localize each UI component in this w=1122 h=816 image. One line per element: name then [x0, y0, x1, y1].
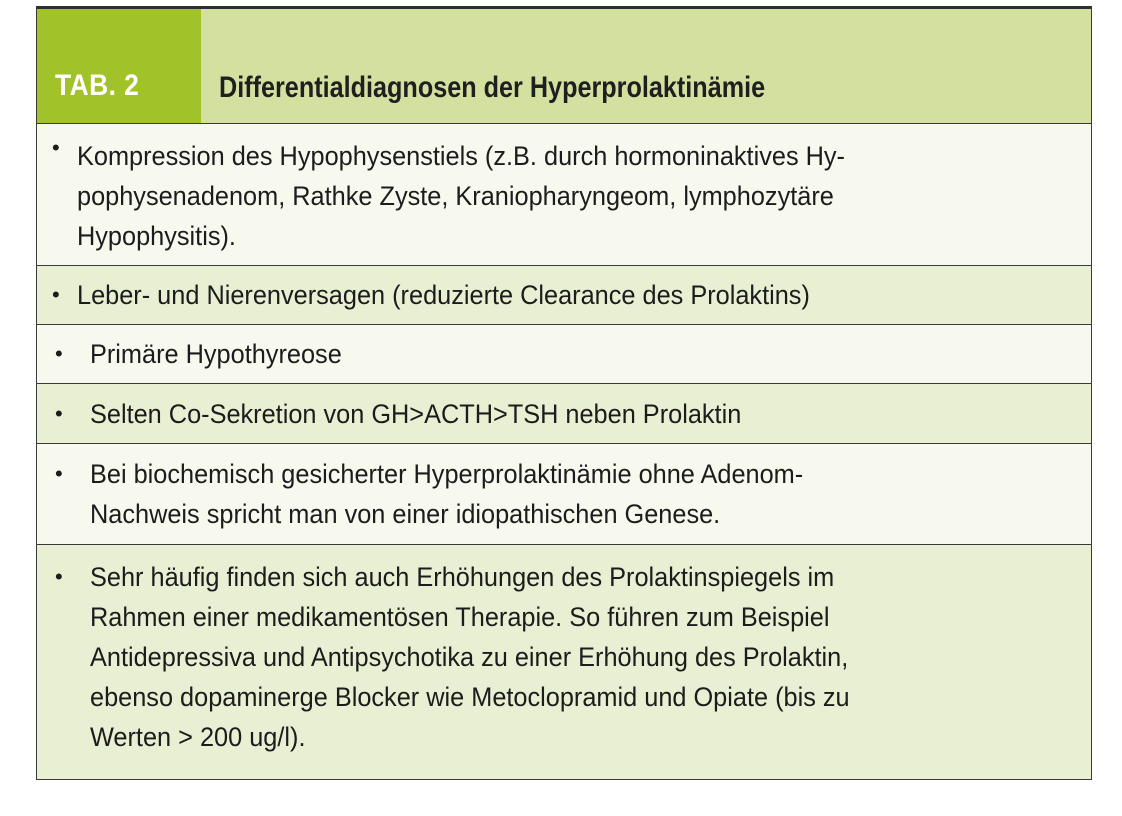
row-line: Kompression des Hypophysenstiels (z.B. durch hormoninaktives Hy-: [77, 141, 845, 171]
row-line: Antidepressiva und Antipsychotika zu einer Erhöhung des Prolaktin,: [90, 642, 849, 672]
row-line: ebenso dopaminerge Blocker wie Metoclopramid und Opiate (bis zu: [90, 682, 850, 712]
table-number: TAB. 2: [55, 69, 140, 102]
table-row: [37, 384, 1091, 444]
row-text: [90, 454, 803, 534]
bullet-icon: •: [55, 341, 63, 366]
row-line: pophysenadenom, Rathke Zyste, Kraniopharyngeom, lymphozytäre: [77, 181, 834, 211]
table-row: [37, 444, 1091, 545]
row-line: Nachweis spricht man von einer idiopathischen Genese.: [90, 499, 721, 529]
row-text: [77, 136, 845, 256]
bullet-icon: •: [55, 461, 63, 486]
row-line: Bei biochemisch gesicherter Hyperprolaktinämie ohne Adenom-: [90, 459, 804, 489]
row-line: Sehr häufig finden sich auch Erhöhungen des Prolaktinspiegels im: [90, 562, 835, 592]
table-row: [37, 124, 1091, 266]
row-line: Hypophysitis).: [77, 221, 236, 251]
table-row: [37, 325, 1091, 384]
bullet-icon: •: [55, 401, 63, 426]
table-row: [37, 266, 1091, 325]
row-line: Leber- und Nierenversagen (reduzierte Clearance des Prolaktins): [77, 280, 810, 310]
row-text: [77, 275, 810, 315]
differential-diagnosis-table: [36, 6, 1092, 780]
table-number-badge: [37, 9, 201, 123]
row-line: Werten > 200 ug/l).: [90, 722, 306, 752]
bullet-icon: •: [52, 135, 60, 160]
row-line: Rahmen einer medikamentösen Therapie. So führen zum Beispiel: [90, 602, 830, 632]
table-row: [37, 545, 1091, 779]
bullet-icon: •: [55, 564, 63, 589]
row-text: [90, 394, 741, 434]
row-text: [90, 557, 850, 757]
row-line: Primäre Hypothyreose: [90, 339, 342, 369]
row-line: Selten Co-Sekretion von GH>ACTH>TSH neben Prolaktin: [90, 399, 742, 429]
row-text: [90, 334, 342, 374]
table-title: Differentialdiagnosen der Hyperprolaktinämie: [219, 71, 766, 104]
table-header: [37, 6, 1091, 124]
bullet-icon: •: [52, 282, 60, 307]
